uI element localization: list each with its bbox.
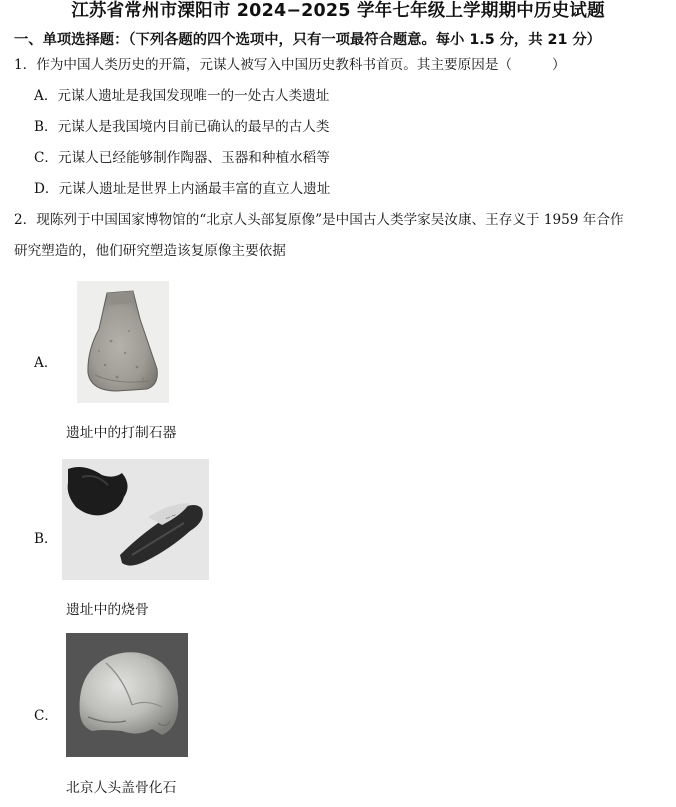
question-1-stem-text: 1．作为中国人类历史的开篇，元谋人被写入中国历史教科书首页。其主要原因是（ [14, 57, 513, 73]
section-heading: 一、单项选择题：（下列各题的四个选项中，只有一项最符合题意。每小 1.5 分，共 21 分） [14, 32, 601, 48]
question-2-stem-line-2: 研究塑造的，他们研究塑造该复原像主要依据 [14, 243, 286, 259]
svg-text:~~: ~~ [163, 511, 178, 523]
question-2-option-c-caption: 北京人头盖骨化石 [66, 780, 177, 796]
question-2-option-a-caption: 遗址中的打制石器 [66, 425, 177, 441]
question-1-option-b: B．元谋人是我国境内目前已确认的最早的古人类 [34, 119, 330, 135]
question-2-stem-line-1: 2．现陈列于中国国家博物馆的“北京人头部复原像”是中国古人类学家吴汝康、王存义于 1959 年合作 [14, 212, 624, 228]
question-1-option-a: A．元谋人遗址是我国发现唯一的一处古人类遗址 [34, 88, 330, 104]
stone-tool-photo [77, 281, 169, 403]
question-1-option-d: D．元谋人遗址是世界上内涵最丰富的直立人遗址 [34, 181, 331, 197]
question-1-stem [14, 55, 566, 75]
question-1-option-c: C．元谋人已经能够制作陶器、玉器和种植水稻等 [34, 150, 330, 166]
page-title: 江苏省常州市溧阳市 2024−2025 学年七年级上学期期中历史试题 [71, 1, 605, 21]
question-2-option-c-letter: C． [34, 708, 58, 724]
burnt-bone-image [62, 459, 209, 580]
question-1-stem-close: ） [552, 57, 566, 73]
burnt-bone-photo [62, 459, 209, 580]
question-2-option-b-caption: 遗址中的烧骨 [66, 602, 149, 618]
skullcap-fossil-photo [66, 633, 188, 757]
question-2-option-b-letter: B． [34, 531, 58, 547]
skullcap-fossil-image [66, 633, 188, 757]
stone-tool-image [77, 281, 169, 403]
question-2-option-a-letter: A． [34, 355, 58, 371]
